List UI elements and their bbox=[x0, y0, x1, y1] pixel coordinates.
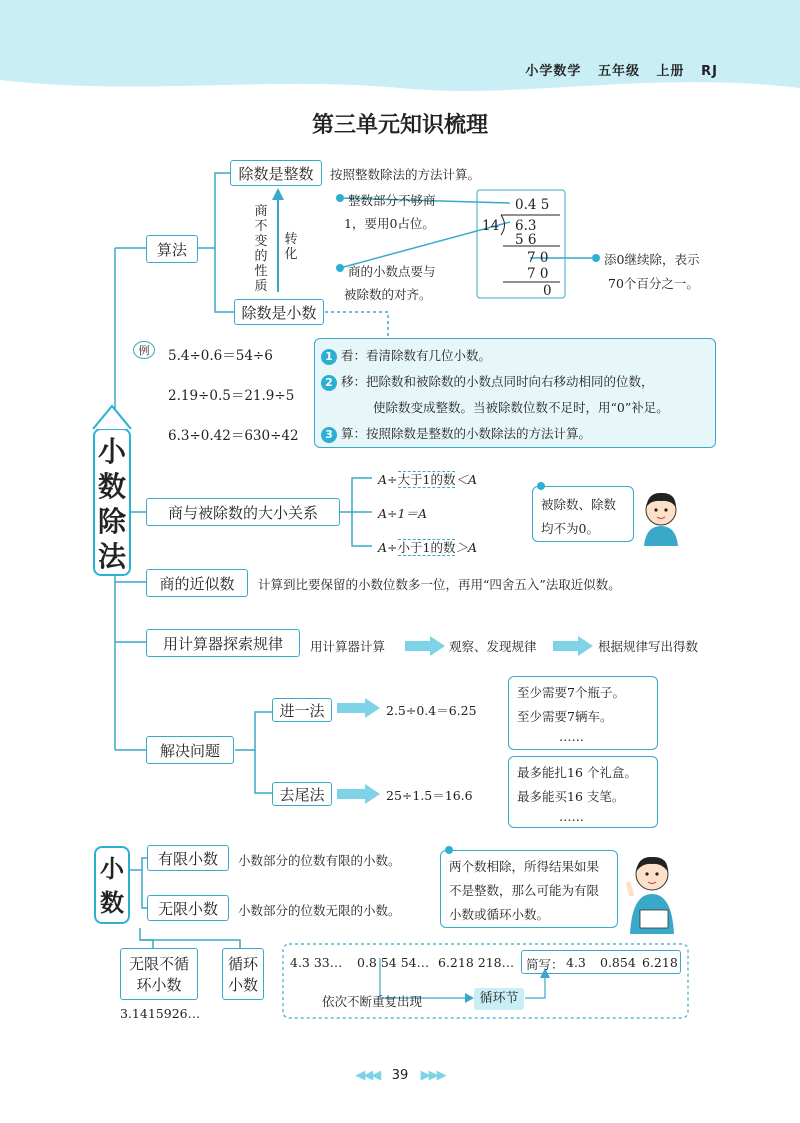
step-number: 2 bbox=[321, 375, 337, 391]
step-number: 1 bbox=[321, 349, 337, 365]
round-up-expr: 2.5÷0.4＝6.25 bbox=[386, 703, 477, 718]
divisor-decimal-box: 除数是小数 bbox=[234, 299, 324, 325]
division-remainder: 0 bbox=[543, 283, 552, 299]
relation-note-line: 被除数、除数 bbox=[541, 497, 617, 512]
relation-greater bbox=[378, 470, 477, 488]
example-3: 6.3÷0.42＝630÷42 bbox=[168, 428, 299, 444]
bullet-dot bbox=[592, 254, 600, 262]
header-grade: 五年级 bbox=[597, 64, 640, 79]
calc-step-1: 用计算器计算 bbox=[310, 639, 386, 654]
calc-step-2: 观察、发现规律 bbox=[449, 639, 537, 654]
property-char: 质 bbox=[254, 279, 268, 294]
divisor-integer-box: 除数是整数 bbox=[230, 160, 322, 186]
boy-reading-avatar bbox=[622, 852, 682, 934]
divisor-integer-note: 按照整数除法的方法计算。 bbox=[330, 167, 481, 182]
main-topic-char: 法 bbox=[97, 540, 126, 573]
round-up-note: 至少需要7个瓶子。 bbox=[517, 685, 625, 700]
main-topic-char: 数 bbox=[97, 470, 126, 503]
repeat-example-1: 4.3 33… bbox=[290, 955, 343, 970]
shorthand-label: 简写： bbox=[526, 957, 564, 972]
property-char: 性 bbox=[254, 264, 268, 279]
cycle-text: 依次不断重复出现 bbox=[322, 994, 423, 1009]
shorthand-box bbox=[521, 950, 681, 974]
decimal-topic-char: 小 bbox=[100, 855, 124, 883]
property-char: 变 bbox=[254, 234, 268, 249]
round-down-note: 最多能买16 支笔。 bbox=[517, 789, 625, 804]
relation-note-line: 均不为0。 bbox=[541, 521, 599, 536]
infinite-decimal-text: 小数部分的位数无限的小数。 bbox=[238, 903, 401, 918]
round-down-box: 去尾法 bbox=[272, 782, 332, 806]
step-3 bbox=[321, 424, 591, 443]
step-2 bbox=[321, 372, 654, 391]
step-1 bbox=[321, 346, 491, 365]
header-volume: 上册 bbox=[656, 64, 685, 79]
main-topic-char: 小 bbox=[97, 435, 126, 468]
bullet-dot bbox=[336, 194, 344, 202]
header-edition: RJ bbox=[701, 64, 718, 79]
relation-less bbox=[378, 538, 477, 556]
repeat-label: 循环 bbox=[227, 955, 258, 973]
example-1: 5.4÷0.6＝54÷6 bbox=[168, 348, 273, 364]
property-char: 不 bbox=[254, 219, 268, 234]
note-zero-placeholder-b: 1，要用0占位。 bbox=[344, 216, 435, 231]
next-page-icon: ▶▶▶ bbox=[420, 1068, 445, 1083]
step-text: 看：看清除数有几位小数。 bbox=[340, 348, 491, 363]
relation-expr: A÷ bbox=[378, 472, 398, 487]
example-2: 2.19÷0.5＝21.9÷5 bbox=[168, 388, 295, 404]
cycle-label: 循环节 bbox=[474, 988, 524, 1010]
prev-page-icon: ◀◀◀ bbox=[355, 1068, 380, 1083]
calc-step-3: 根据规律写出得数 bbox=[598, 639, 699, 654]
repeating-decimal-box bbox=[222, 948, 264, 1000]
convert-char: 化 bbox=[284, 247, 298, 262]
main-topic-char: 除 bbox=[97, 505, 126, 538]
repeat-example-2: 0.8 54 54… bbox=[357, 955, 430, 970]
division-row: 7 0 bbox=[527, 266, 549, 282]
decimal-topic-char: 数 bbox=[100, 889, 124, 917]
page-title: 第三单元知识梳理 bbox=[311, 113, 488, 138]
note-zero-placeholder-a: 整数部分不够商 bbox=[348, 193, 436, 208]
finite-decimal-text: 小数部分的位数有限的小数。 bbox=[238, 853, 401, 868]
property-char: 的 bbox=[254, 249, 268, 264]
relation-equal: A÷1＝A bbox=[378, 506, 427, 521]
relation-note bbox=[532, 486, 634, 542]
decimal-topic-box bbox=[94, 846, 130, 924]
relation-highlight: 小于1的数 bbox=[397, 540, 456, 555]
branch-suanfa: 算法 bbox=[146, 235, 198, 263]
main-topic-box bbox=[93, 428, 131, 576]
convert-char: 转 bbox=[284, 232, 298, 247]
step-text: 移：把除数和被除数的小数点同时向右移动相同的位数， bbox=[340, 374, 654, 389]
note-add-zero-b: 70个百分之一。 bbox=[608, 276, 699, 291]
boy-avatar bbox=[636, 488, 686, 546]
repeat-example-3: 6.218 218… bbox=[438, 955, 515, 970]
division-row: 5 6 bbox=[515, 232, 537, 248]
division-dividend: 6.3 bbox=[515, 218, 537, 234]
round-up-note: 至少需要7辆车。 bbox=[517, 709, 613, 724]
bullet-dot bbox=[445, 846, 453, 854]
repeat-label: 小数 bbox=[227, 976, 258, 994]
main-topic-arrow bbox=[92, 404, 132, 430]
nonrepeat-label: 无限不循 bbox=[128, 955, 189, 973]
round-down-notes bbox=[508, 756, 658, 828]
division-divisor: 14 bbox=[482, 218, 500, 234]
division-row: 7 0 bbox=[527, 250, 549, 266]
shorthand-value: 0.854 bbox=[600, 955, 636, 970]
step-number: 3 bbox=[321, 427, 337, 443]
finite-decimal-box: 有限小数 bbox=[147, 845, 229, 871]
approx-text: 计算到比要保留的小数位数多一位，再用“四舍五入”法取近似数。 bbox=[258, 577, 621, 592]
round-down-expr: 25÷1.5＝16.6 bbox=[386, 788, 473, 803]
note-point-align-b: 被除数的对齐。 bbox=[344, 287, 432, 302]
division-quotient: 0.4 5 bbox=[515, 197, 550, 213]
round-down-note: …… bbox=[559, 809, 584, 824]
branch-calculator: 用计算器探索规律 bbox=[146, 629, 300, 657]
round-up-notes bbox=[508, 676, 658, 750]
decimal-note-line: 两个数相除，所得结果如果 bbox=[449, 859, 600, 874]
relation-highlight: 大于1的数 bbox=[397, 472, 456, 487]
infinite-decimal-box: 无限小数 bbox=[147, 895, 229, 921]
round-up-note: …… bbox=[559, 729, 584, 744]
relation-expr: ＜A bbox=[455, 472, 477, 487]
round-down-note: 最多能扎16 个礼盒。 bbox=[517, 765, 637, 780]
round-up-box: 进一法 bbox=[272, 698, 332, 722]
branch-solve: 解决问题 bbox=[146, 736, 234, 764]
bullet-dot bbox=[336, 264, 344, 272]
note-point-align-a: 商的小数点要与 bbox=[348, 264, 436, 279]
relation-expr: A÷ bbox=[378, 540, 398, 555]
steps-box bbox=[314, 338, 716, 448]
example-badge: 例 bbox=[133, 341, 155, 359]
step-2-continued: 使除数变成整数。当被除数位数不足时，用“0”补足。 bbox=[373, 400, 669, 415]
nonrepeating-decimal-box bbox=[120, 948, 198, 1000]
header-subject: 小学数学 bbox=[525, 64, 582, 79]
decimal-note-line: 不是整数，那么可能为有限 bbox=[449, 883, 600, 898]
footer bbox=[0, 1068, 800, 1083]
note-add-zero-a: 添0继续除，表示 bbox=[604, 252, 700, 267]
nonrepeat-example: 3.1415926… bbox=[120, 1006, 201, 1021]
branch-relation: 商与被除数的大小关系 bbox=[146, 498, 340, 526]
branch-approx: 商的近似数 bbox=[146, 569, 248, 597]
relation-expr: ＞A bbox=[455, 540, 477, 555]
shorthand-value: 6.218 bbox=[642, 955, 678, 970]
step-text: 算：按照除数是整数的小数除法的方法计算。 bbox=[340, 426, 591, 441]
property-char: 商 bbox=[254, 204, 268, 219]
bullet-dot bbox=[537, 482, 545, 490]
page-number: 39 bbox=[391, 1068, 409, 1083]
decimal-note-line: 小数或循环小数。 bbox=[449, 907, 550, 922]
nonrepeat-label: 环小数 bbox=[136, 976, 182, 994]
decimal-note bbox=[440, 850, 618, 928]
shorthand-value: 4.3 bbox=[566, 955, 586, 970]
